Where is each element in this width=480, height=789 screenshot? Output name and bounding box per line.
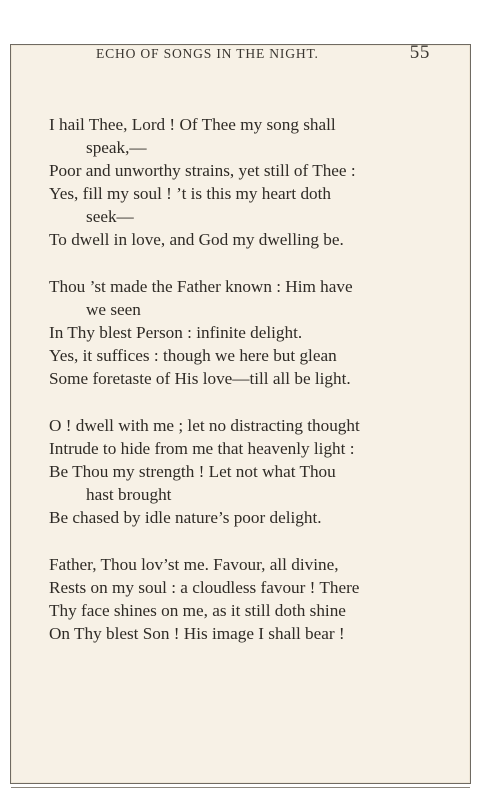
poem-line: Rests on my soul : a cloudless favour ! There	[49, 578, 360, 597]
stanza-4	[49, 553, 419, 645]
poem	[49, 113, 419, 669]
poem-line: In Thy blest Person : infinite delight.	[49, 323, 303, 342]
poem-line: On Thy blest Son ! His image I shall bear !	[49, 624, 345, 643]
stanza-1	[49, 113, 419, 251]
page-number: 55	[409, 42, 430, 63]
poem-line: O ! dwell with me ; let no distracting thought	[49, 416, 360, 435]
poem-line: Thy face shines on me, as it still doth shine	[49, 601, 346, 620]
poem-line: To dwell in love, and God my dwelling be.	[49, 230, 344, 249]
poem-line: Be chased by idle nature’s poor delight.	[49, 508, 322, 527]
poem-line: Some foretaste of His love—till all be light.	[49, 369, 351, 388]
poem-line: I hail Thee, Lord ! Of Thee my song shall	[49, 115, 336, 134]
poem-line: Intrude to hide from me that heavenly light :	[49, 439, 355, 458]
poem-line: Poor and unworthy strains, yet still of Thee :	[49, 161, 356, 180]
poem-line-continuation: hast brought	[86, 485, 172, 504]
poem-line-continuation: we seen	[86, 300, 141, 319]
poem-line: Yes, fill my soul ! ’t is this my heart doth	[49, 184, 332, 203]
poem-line: Yes, it suffices : though we here but glean	[49, 346, 337, 365]
stanza-2	[49, 275, 419, 390]
poem-line: Thou ’st made the Father known : Him have	[49, 277, 353, 296]
poem-line: Father, Thou lov’st me. Favour, all divine,	[49, 555, 339, 574]
running-title: ECHO OF SONGS IN THE NIGHT.	[96, 46, 319, 61]
poem-line: Be Thou my strength ! Let not what Thou	[49, 462, 336, 481]
stanza-3	[49, 414, 419, 529]
poem-line-continuation: seek—	[86, 207, 134, 226]
poem-line-continuation: speak,—	[86, 138, 147, 157]
running-head	[96, 44, 430, 66]
